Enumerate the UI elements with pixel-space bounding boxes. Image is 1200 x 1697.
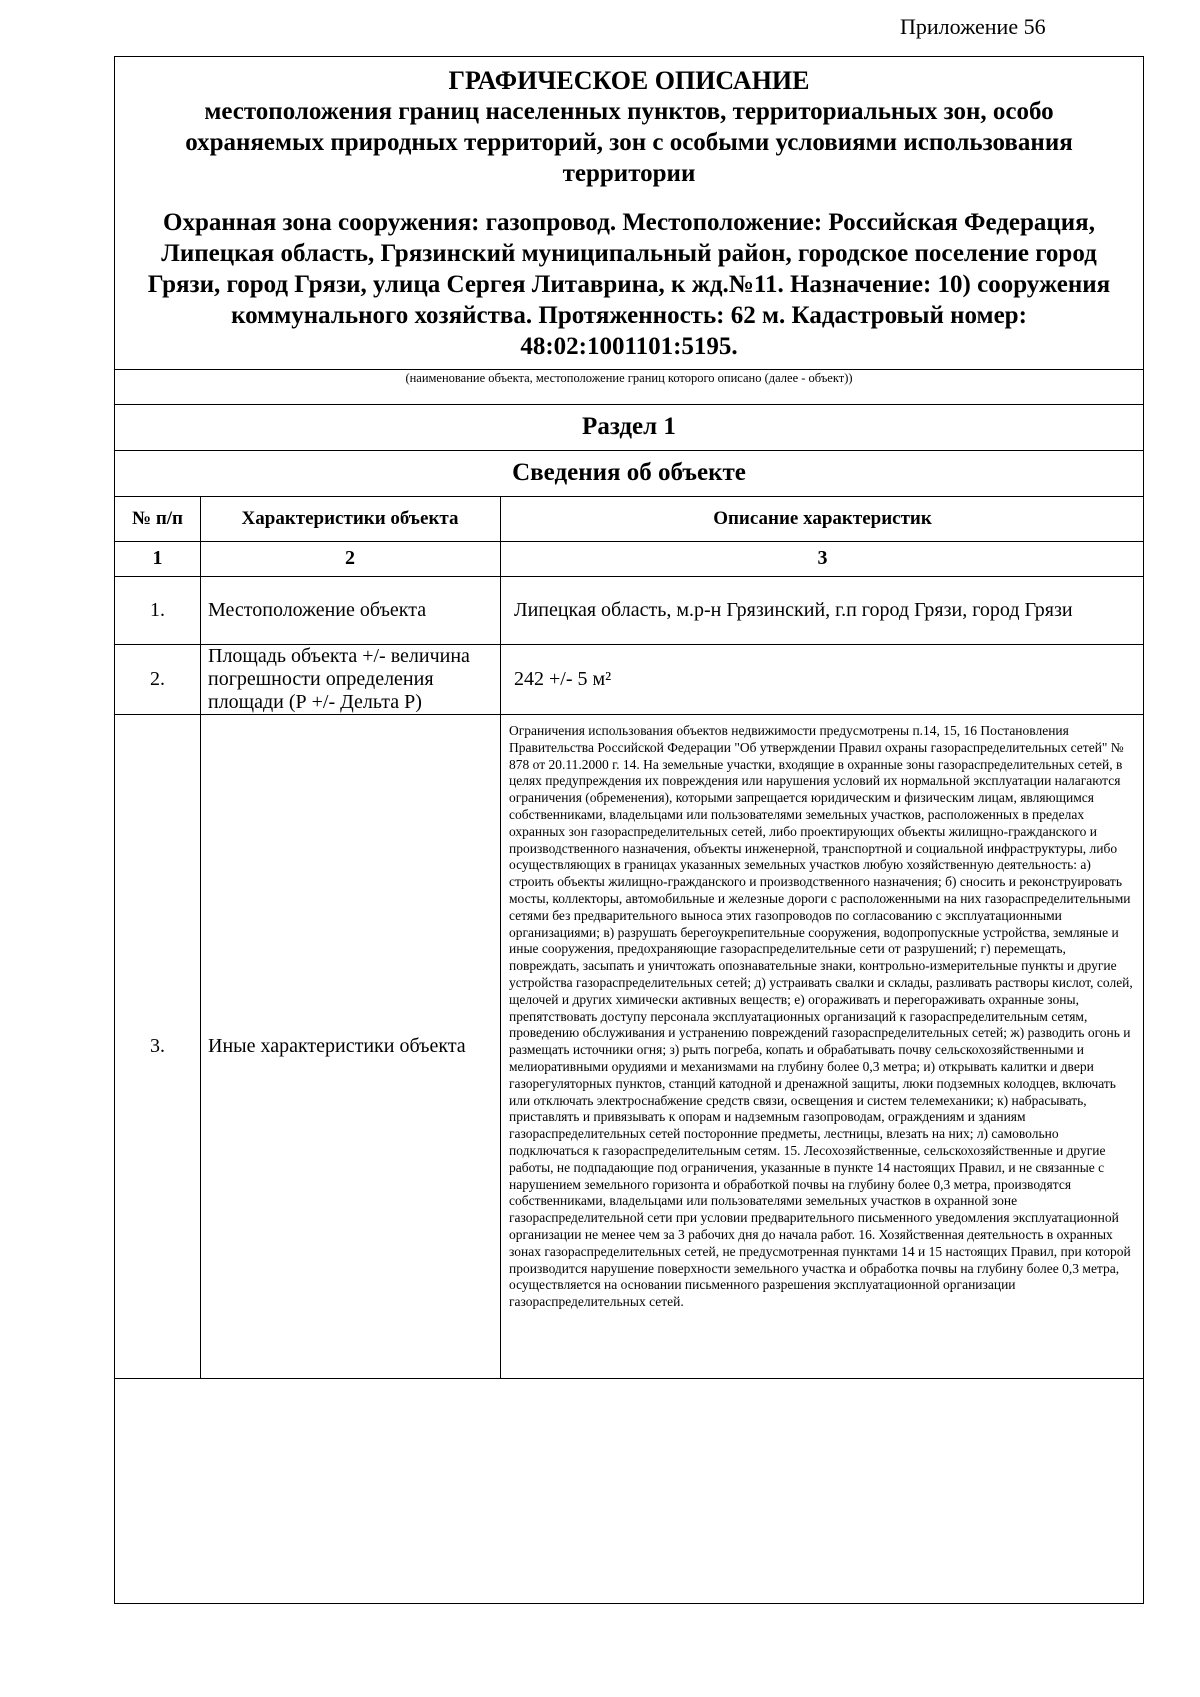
document-title: ГРАФИЧЕСКОЕ ОПИСАНИЕ <box>448 66 810 95</box>
document-title-block <box>135 65 1123 189</box>
column-number: 1 <box>152 547 163 569</box>
row-3-characteristic: Иные характеристики объекта <box>208 1034 466 1057</box>
row-2-number: 2. <box>150 667 165 690</box>
row-1-number: 1. <box>150 598 165 621</box>
header-characteristic: Характеристики объекта <box>241 507 459 529</box>
divider <box>115 369 1143 370</box>
divider <box>115 1378 1143 1379</box>
row-2-description: 242 +/- 5 м² <box>514 667 612 690</box>
column-divider <box>500 496 501 1378</box>
row-2-characteristic: Площадь объекта +/- величина погрешности определения площади (Р +/- Дельта Р) <box>208 644 470 713</box>
header-description: Описание характеристик <box>713 507 932 529</box>
row-3-description: Ограничения использования объектов недвижимости предусмотрены п.14, 15, 16 Постановления Правительства Российской Федерации "Об утверждении Правил охраны газораспределительных сетей" № 878 от 20.11.2000 г. 14. На земельные участки, входящие в охранные зоны газораспределительных сетей, в целях предупреждения их повреждения или нарушения условий их нормальной эксплуатации налагаются ограничения (обременения), которыми запрещается юридическим и физическим лицам, являющимся собственниками, владельцами или пользователями земельных участков, расположенных в пределах охранных зон газораспределительных сетей, либо проектирующих объекты жилищно-гражданского и производственного назначения, объекты инженерной, транспортной и социальной инфраструктуры, либо осуществляющих в границах указанных земельных участков любую хозяйственную деятельность: а) строить объекты жилищно-гражданского и производственного назначения; б) сносить и реконструировать мосты, коллекторы, автомобильные и железные дороги с расположенными на них газораспределительными сетями без предварительного выноса этих газопроводов по согласованию с эксплуатационными организациями; в) разрушать берегоукрепительные сооружения, водопропускные устройства, земляные и иные сооружения, предохраняющие газораспределительные сети от разрушений; г) перемещать, повреждать, засыпать и уничтожать опознавательные знаки, контрольно-измерительные пункты и другие устройства газораспределительных сетей; д) устраивать свалки и склады, разливать растворы кислот, солей, щелочей и других химически активных веществ; е) огораживать и перегораживать охранные зоны, препятствовать доступу персонала эксплуатационных организаций к газораспределительным сетям, проведению обслуживания и устранению повреждений газораспределительных сетей; ж) разводить огонь и размещать источники огня; з) рыть погреба, копать и обрабатывать почву сельскохозяйственными и мелиоративными орудиями и механизмами на глубину более 0,3 метра; и) открывать калитки и двери газорегуляторных пунктов, станций катодной и дренажной защиты, люки подземных колодцев, включать или отключать электроснабжение средств связи, освещения и систем телемеханики; к) набрасывать, приставлять и привязывать к опорам и надземным газопроводам, ограждениям и зданиям газораспределительных сетей посторонние предметы, лестницы, влезать на них; л) самовольно подключаться к газораспределительным сетям. 15. Лесохозяйственные, сельскохозяйственные и другие работы, не подпадающие под ограничения, указанные в пункте 14 настоящих Правил, и не связанные с нарушением земельного горизонта и обработкой почвы на глубину более 0,3 метра, производятся собственниками, владельцами или пользователями земельных участков в охранной зоне газораспределительной сети при условии предварительного письменного уведомления эксплуатационной организации не менее чем за 3 рабочих дня до начала работ. 16. Хозяйственная деятельность в охранных зонах газораспределительных сетей, не предусмотренная пунктами 14 и 15 настоящих Правил, при которой производится нарушение поверхности земельного участка и обработка почвы на глубину более 0,3 метра, осуществляется на основании письменного разрешения эксплуатационной организации газораспределительных сетей. <box>509 723 1133 1310</box>
row-1-characteristic: Местоположение объекта <box>208 598 427 621</box>
row-1-description: Липецкая область, м.р-н Грязинский, г.п город Грязи, город Грязи <box>514 598 1073 621</box>
object-caption: (наименование объекта, местоположение границ которого описано (далее - объект)) <box>405 371 853 385</box>
section-title: Раздел 1 <box>582 413 676 440</box>
document-subtitle: местоположения границ населенных пунктов, территориальных зон, особо охраняемых природных территорий, зон с особыми условиями использования территории <box>185 98 1073 187</box>
column-number: 3 <box>817 547 828 569</box>
header-number: № п/п <box>131 507 184 529</box>
appendix-label: Приложение 56 <box>900 14 1046 39</box>
object-name: Охранная зона сооружения: газопровод. Местоположение: Российская Федерация, Липецкая область, Грязинский муниципальный район, городское поселение город Грязи, город Грязи, улица Сергея Литаврина, к жд.№11. Назначение: 10) сооружения коммунального хозяйства. Протяженность: 62 м. Кадастровый номер: 48:02:1001101:5195. <box>147 209 1111 360</box>
column-divider <box>200 496 201 1378</box>
row-3-number: 3. <box>150 1034 165 1057</box>
column-number: 2 <box>345 547 355 569</box>
document-frame <box>114 56 1144 1604</box>
subsection-title: Сведения об объекте <box>512 459 746 486</box>
